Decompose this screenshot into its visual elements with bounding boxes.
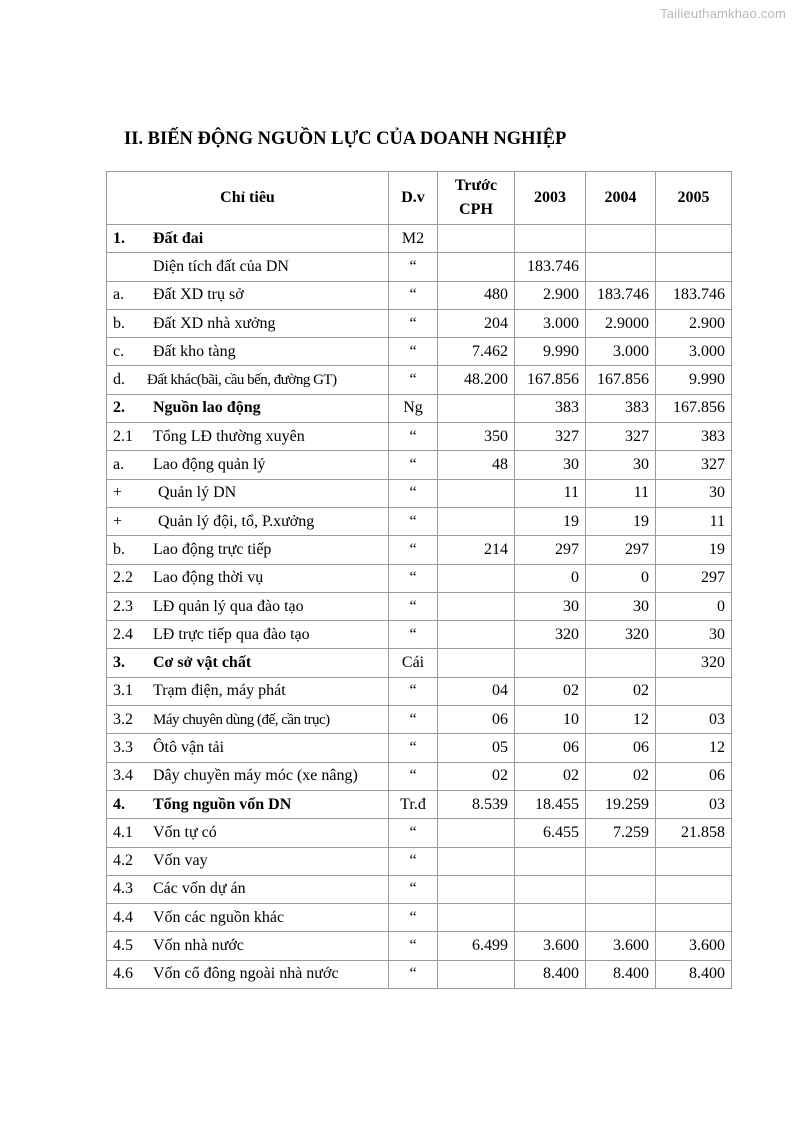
cell-y2004: 06 xyxy=(586,734,656,762)
cell-unit: Ng xyxy=(389,394,438,422)
cell-y2004: 30 xyxy=(586,592,656,620)
row-code: 2.3 xyxy=(113,597,133,615)
cell-indicator xyxy=(107,253,389,281)
cell-y2005: 3.000 xyxy=(656,338,732,366)
cell-indicator xyxy=(107,904,389,932)
watermark: Tailieuthamkhao.com xyxy=(660,6,786,21)
cell-indicator xyxy=(107,507,389,535)
cell-y2004: 30 xyxy=(586,451,656,479)
cell-unit: “ xyxy=(389,819,438,847)
cell-indicator xyxy=(107,564,389,592)
cell-unit: “ xyxy=(389,479,438,507)
row-code: 4.1 xyxy=(113,823,133,841)
row-code: 4.3 xyxy=(113,880,133,898)
row-label: Vốn các nguồn khác xyxy=(153,908,285,926)
cell-before: 350 xyxy=(438,423,515,451)
cell-y2004: 19.259 xyxy=(586,790,656,818)
row-code: 3.2 xyxy=(113,710,133,728)
cell-indicator xyxy=(107,762,389,790)
table-row xyxy=(107,536,732,564)
cell-indicator xyxy=(107,734,389,762)
cell-indicator xyxy=(107,366,389,394)
cell-y2005: 320 xyxy=(656,649,732,677)
header-indicator: Chỉ tiêu xyxy=(107,172,389,225)
cell-indicator xyxy=(107,621,389,649)
table-row xyxy=(107,394,732,422)
cell-unit: M2 xyxy=(389,225,438,253)
row-code: 4.5 xyxy=(113,937,133,955)
header-unit: D.v xyxy=(389,172,438,225)
cell-indicator xyxy=(107,423,389,451)
table-row xyxy=(107,960,732,988)
cell-y2004: 3.000 xyxy=(586,338,656,366)
cell-before xyxy=(438,479,515,507)
cell-y2003: 02 xyxy=(515,762,586,790)
cell-y2005: 9.990 xyxy=(656,366,732,394)
cell-before xyxy=(438,649,515,677)
cell-y2005: 0 xyxy=(656,592,732,620)
row-label: LĐ trực tiếp qua đào tạo xyxy=(153,625,310,643)
table-row xyxy=(107,847,732,875)
table-row xyxy=(107,904,732,932)
table-row xyxy=(107,281,732,309)
row-code: a. xyxy=(113,286,125,304)
cell-y2004: 12 xyxy=(586,706,656,734)
table-row xyxy=(107,451,732,479)
table-row xyxy=(107,507,732,535)
row-label: Vốn cổ đông ngoài nhà nước xyxy=(153,965,339,983)
row-label: Cơ sở vật chất xyxy=(153,654,252,672)
cell-y2004: 183.746 xyxy=(586,281,656,309)
row-code: 4.4 xyxy=(113,908,133,926)
row-code: c. xyxy=(113,342,125,360)
cell-unit: “ xyxy=(389,592,438,620)
cell-y2005 xyxy=(656,677,732,705)
cell-before: 6.499 xyxy=(438,932,515,960)
cell-y2004: 297 xyxy=(586,536,656,564)
row-label: Máy chuyên dùng (đế, cần trục) xyxy=(153,711,330,728)
cell-before: 04 xyxy=(438,677,515,705)
cell-before xyxy=(438,875,515,903)
row-label: Đất kho tàng xyxy=(153,342,236,360)
table-row xyxy=(107,309,732,337)
header-before-line2: CPH xyxy=(459,201,493,218)
table-row xyxy=(107,423,732,451)
cell-before: 8.539 xyxy=(438,790,515,818)
table-row xyxy=(107,338,732,366)
row-label: Nguồn lao động xyxy=(153,399,261,417)
cell-y2003: 6.455 xyxy=(515,819,586,847)
cell-y2005: 03 xyxy=(656,790,732,818)
cell-y2004: 02 xyxy=(586,677,656,705)
cell-y2003: 0 xyxy=(515,564,586,592)
row-code: 1. xyxy=(113,229,125,247)
cell-unit: “ xyxy=(389,621,438,649)
cell-before xyxy=(438,253,515,281)
cell-y2004: 327 xyxy=(586,423,656,451)
row-label: Đất khác(bãi, cầu bến, đường GT) xyxy=(147,372,337,389)
cell-y2005: 167.856 xyxy=(656,394,732,422)
table-row xyxy=(107,366,732,394)
cell-y2005 xyxy=(656,875,732,903)
cell-y2005: 11 xyxy=(656,507,732,535)
cell-unit: “ xyxy=(389,904,438,932)
cell-y2005 xyxy=(656,253,732,281)
table-header-row xyxy=(107,172,732,225)
row-code: a. xyxy=(113,456,125,474)
row-code: 2.2 xyxy=(113,569,133,587)
row-code: + xyxy=(113,512,123,530)
table-row xyxy=(107,762,732,790)
row-label: Lao động thời vụ xyxy=(153,569,264,587)
cell-y2004 xyxy=(586,253,656,281)
cell-before: 06 xyxy=(438,706,515,734)
cell-indicator xyxy=(107,932,389,960)
row-label: Vốn nhà nước xyxy=(153,937,244,955)
resource-table xyxy=(106,171,732,989)
cell-y2003 xyxy=(515,847,586,875)
row-label: Vốn tự có xyxy=(153,823,217,841)
cell-y2004 xyxy=(586,225,656,253)
row-code: 4.2 xyxy=(113,852,133,870)
cell-before xyxy=(438,819,515,847)
row-label: Lao động quản lý xyxy=(153,456,266,474)
cell-unit: “ xyxy=(389,677,438,705)
cell-before xyxy=(438,960,515,988)
table-row xyxy=(107,225,732,253)
cell-unit: “ xyxy=(389,451,438,479)
cell-y2005: 30 xyxy=(656,621,732,649)
cell-before: 7.462 xyxy=(438,338,515,366)
cell-before: 480 xyxy=(438,281,515,309)
cell-y2003: 167.856 xyxy=(515,366,586,394)
header-before-line1: Trước xyxy=(454,177,498,194)
cell-before: 48.200 xyxy=(438,366,515,394)
cell-indicator xyxy=(107,338,389,366)
row-code: 2.1 xyxy=(113,427,133,445)
cell-unit: “ xyxy=(389,706,438,734)
row-code: d. xyxy=(113,371,125,389)
cell-unit: “ xyxy=(389,960,438,988)
cell-indicator xyxy=(107,592,389,620)
cell-indicator xyxy=(107,847,389,875)
cell-y2005 xyxy=(656,904,732,932)
cell-unit: Tr.đ xyxy=(389,790,438,818)
cell-y2005: 03 xyxy=(656,706,732,734)
cell-y2003: 30 xyxy=(515,592,586,620)
cell-unit: “ xyxy=(389,734,438,762)
cell-y2004: 383 xyxy=(586,394,656,422)
row-code: b. xyxy=(113,314,125,332)
row-label: Đất XD trụ sở xyxy=(153,286,244,304)
cell-indicator xyxy=(107,536,389,564)
cell-indicator xyxy=(107,960,389,988)
cell-y2004: 02 xyxy=(586,762,656,790)
cell-unit: “ xyxy=(389,762,438,790)
cell-y2004: 2.9000 xyxy=(586,309,656,337)
table-row xyxy=(107,253,732,281)
table-row xyxy=(107,734,732,762)
cell-y2003: 19 xyxy=(515,507,586,535)
row-label: Ôtô vận tải xyxy=(153,738,225,756)
cell-y2003: 18.455 xyxy=(515,790,586,818)
cell-y2003: 3.000 xyxy=(515,309,586,337)
row-code: 3. xyxy=(113,654,125,672)
cell-unit: “ xyxy=(389,281,438,309)
row-code: 4. xyxy=(113,795,125,813)
row-code: 3.3 xyxy=(113,738,133,756)
cell-y2003: 2.900 xyxy=(515,281,586,309)
cell-indicator xyxy=(107,309,389,337)
cell-y2005: 183.746 xyxy=(656,281,732,309)
cell-indicator xyxy=(107,875,389,903)
cell-indicator xyxy=(107,281,389,309)
cell-before: 204 xyxy=(438,309,515,337)
row-label: Các vốn dự án xyxy=(153,880,246,898)
cell-y2005: 2.900 xyxy=(656,309,732,337)
cell-y2003: 06 xyxy=(515,734,586,762)
cell-y2004 xyxy=(586,847,656,875)
cell-unit: “ xyxy=(389,338,438,366)
cell-unit: “ xyxy=(389,253,438,281)
table-row xyxy=(107,592,732,620)
cell-unit: “ xyxy=(389,309,438,337)
cell-y2004: 3.600 xyxy=(586,932,656,960)
cell-y2005: 297 xyxy=(656,564,732,592)
cell-y2003: 02 xyxy=(515,677,586,705)
cell-before xyxy=(438,394,515,422)
cell-before xyxy=(438,225,515,253)
cell-before: 05 xyxy=(438,734,515,762)
cell-indicator xyxy=(107,677,389,705)
section-title: II. BIẾN ĐỘNG NGUỒN LỰC CỦA DOANH NGHIỆP xyxy=(124,129,567,149)
table-row xyxy=(107,479,732,507)
header-2004: 2004 xyxy=(586,172,656,225)
cell-y2003: 3.600 xyxy=(515,932,586,960)
table-row xyxy=(107,819,732,847)
table-row xyxy=(107,706,732,734)
cell-before: 214 xyxy=(438,536,515,564)
row-label: Quản lý đội, tổ, P.xưởng xyxy=(158,512,315,530)
cell-y2005 xyxy=(656,847,732,875)
cell-before xyxy=(438,904,515,932)
cell-indicator xyxy=(107,649,389,677)
row-code: 2.4 xyxy=(113,625,133,643)
cell-y2004: 8.400 xyxy=(586,960,656,988)
cell-unit: “ xyxy=(389,536,438,564)
cell-y2003: 297 xyxy=(515,536,586,564)
cell-unit: “ xyxy=(389,507,438,535)
row-label: Diện tích đất của DN xyxy=(153,257,289,275)
table-row xyxy=(107,649,732,677)
row-label: Vốn vay xyxy=(153,852,208,870)
cell-y2003: 9.990 xyxy=(515,338,586,366)
cell-before xyxy=(438,592,515,620)
cell-y2005: 12 xyxy=(656,734,732,762)
cell-before xyxy=(438,507,515,535)
cell-before: 02 xyxy=(438,762,515,790)
cell-y2003: 320 xyxy=(515,621,586,649)
cell-y2003: 8.400 xyxy=(515,960,586,988)
cell-y2003: 10 xyxy=(515,706,586,734)
row-code: 3.4 xyxy=(113,767,133,785)
row-label: Lao động trực tiếp xyxy=(153,540,272,558)
cell-before xyxy=(438,847,515,875)
cell-y2003: 183.746 xyxy=(515,253,586,281)
row-code: 3.1 xyxy=(113,682,133,700)
row-code: 2. xyxy=(113,399,125,417)
cell-before xyxy=(438,621,515,649)
row-label: Dây chuyền máy móc (xe nâng) xyxy=(153,767,358,785)
row-label: Tổng nguồn vốn DN xyxy=(153,795,292,813)
cell-y2004: 0 xyxy=(586,564,656,592)
table-row xyxy=(107,932,732,960)
cell-y2004: 11 xyxy=(586,479,656,507)
row-label: Tổng LĐ thường xuyên xyxy=(153,427,305,445)
cell-y2004 xyxy=(586,649,656,677)
cell-y2003 xyxy=(515,649,586,677)
header-2003: 2003 xyxy=(515,172,586,225)
cell-unit: “ xyxy=(389,564,438,592)
row-code: + xyxy=(113,484,123,502)
cell-y2005: 327 xyxy=(656,451,732,479)
cell-y2003 xyxy=(515,904,586,932)
header-2005: 2005 xyxy=(656,172,732,225)
cell-unit: “ xyxy=(389,366,438,394)
row-label: Quản lý DN xyxy=(158,484,237,502)
cell-y2005: 21.858 xyxy=(656,819,732,847)
cell-unit: Cái xyxy=(389,649,438,677)
header-before-cph xyxy=(438,172,515,225)
cell-y2005 xyxy=(656,225,732,253)
row-label: LĐ quản lý qua đào tạo xyxy=(153,597,304,615)
cell-unit: “ xyxy=(389,875,438,903)
cell-before: 48 xyxy=(438,451,515,479)
table-row xyxy=(107,677,732,705)
cell-unit: “ xyxy=(389,423,438,451)
cell-indicator xyxy=(107,225,389,253)
cell-y2004: 320 xyxy=(586,621,656,649)
row-label: Đất XD nhà xưởng xyxy=(153,314,276,332)
table-body xyxy=(107,225,732,989)
cell-y2003: 11 xyxy=(515,479,586,507)
cell-indicator xyxy=(107,479,389,507)
cell-unit: “ xyxy=(389,847,438,875)
cell-y2005: 383 xyxy=(656,423,732,451)
cell-y2004 xyxy=(586,904,656,932)
row-code: 4.6 xyxy=(113,965,133,983)
cell-y2004: 7.259 xyxy=(586,819,656,847)
table-row xyxy=(107,790,732,818)
table-row xyxy=(107,621,732,649)
cell-before xyxy=(438,564,515,592)
cell-unit: “ xyxy=(389,932,438,960)
cell-y2003: 383 xyxy=(515,394,586,422)
cell-y2004: 167.856 xyxy=(586,366,656,394)
cell-indicator xyxy=(107,819,389,847)
row-label: Trạm điện, máy phát xyxy=(153,682,286,700)
cell-indicator xyxy=(107,790,389,818)
cell-y2005: 30 xyxy=(656,479,732,507)
table-row xyxy=(107,875,732,903)
cell-y2003 xyxy=(515,875,586,903)
row-code: b. xyxy=(113,540,125,558)
cell-indicator xyxy=(107,394,389,422)
cell-y2005: 19 xyxy=(656,536,732,564)
cell-y2003: 30 xyxy=(515,451,586,479)
cell-y2003: 327 xyxy=(515,423,586,451)
cell-indicator xyxy=(107,451,389,479)
cell-y2003 xyxy=(515,225,586,253)
row-label: Đất đai xyxy=(153,229,204,247)
cell-y2005: 3.600 xyxy=(656,932,732,960)
table-row xyxy=(107,564,732,592)
cell-y2004 xyxy=(586,875,656,903)
cell-y2004: 19 xyxy=(586,507,656,535)
cell-indicator xyxy=(107,706,389,734)
cell-y2005: 8.400 xyxy=(656,960,732,988)
cell-y2005: 06 xyxy=(656,762,732,790)
